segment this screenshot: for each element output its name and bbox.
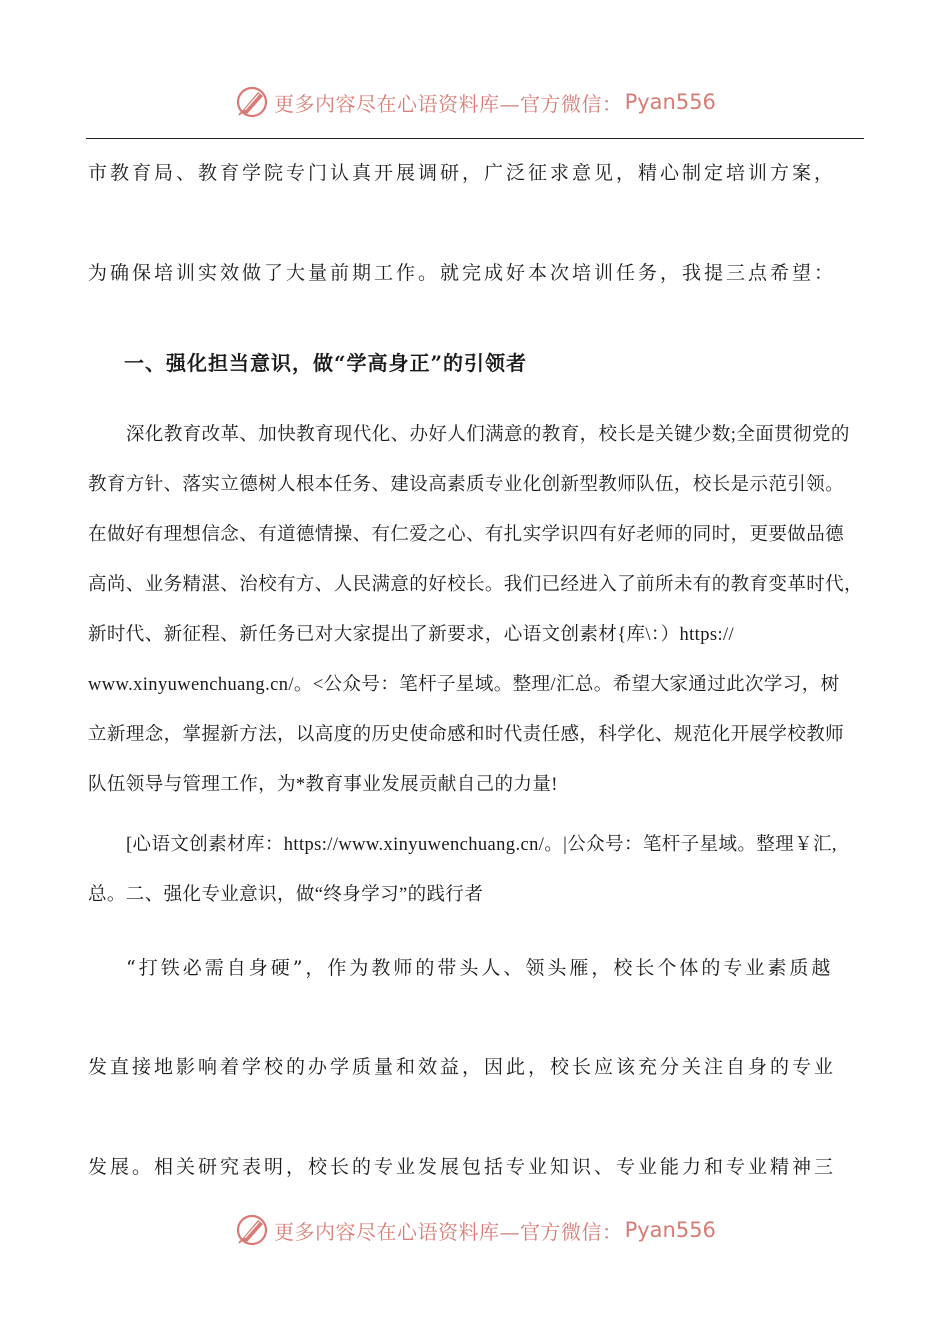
text-line-10: 队伍领导与管理工作，为*教育事业发展贡献自己的力量!	[88, 775, 558, 795]
text-line-6: 高尚、业务精湛、治校有方、人民满意的好校长。我们已经进入了前所未有的教育变革时代，	[88, 575, 863, 595]
text-line-2: 为确保培训实效做了大量前期工作。就完成好本次培训任务，我提三点希望：	[88, 262, 837, 284]
section-heading-1: 一、强化担当意识，做“学高身正”的引领者	[124, 351, 528, 375]
text-line-11: [心语文创素材库：https://www.xinyuwenchuang.cn/。|公众号：笔杆子星域。整理￥汇,	[126, 835, 837, 855]
text-line-5: 在做好有理想信念、有道德情操、有仁爱之心、有扎实学识四有好老师的同时，更要做品德	[88, 525, 845, 545]
pen-nib-circle-icon	[234, 1212, 270, 1248]
text-line-1: 市教育局、教育学院专门认真开展调研，广泛征求意见，精心制定培训方案，	[88, 162, 837, 184]
text-line-3: 深化教育改革、加快教育现代化、办好人们满意的教育，校长是关键少数;全面贯彻党的	[126, 425, 850, 445]
text-line-15: 发展。相关研究表明，校长的专业发展包括专业知识、专业能力和专业精神三	[88, 1156, 837, 1178]
watermark-text: 更多内容尽在心语资料库—官方微信：	[274, 1219, 623, 1244]
text-line-8: www.xinyuwenchuang.cn/。<公众号：笔杆子星域。整理/汇总。希望大家通过此次学习，树	[88, 675, 840, 695]
text-line-13: “打铁必需自身硬”，作为教师的带头人、领头雁，校长个体的专业素质越	[126, 957, 834, 979]
text-line-12: 总。二、强化专业意识，做“终身学习”的践行者	[88, 885, 484, 905]
header-rule	[86, 138, 864, 139]
text-line-4: 教育方针、落实立德树人根本任务、建设高素质专业化创新型教师队伍，校长是示范引领。	[88, 475, 845, 495]
pen-nib-circle-icon	[234, 84, 270, 120]
text-line-9: 立新理念，掌握新方法，以高度的历史使命感和时代责任感，科学化、规范化开展学校教师	[88, 725, 845, 745]
watermark-code: Pyan556	[624, 1218, 716, 1242]
text-line-14: 发直接地影响着学校的办学质量和效益，因此，校长应该充分关注自身的专业	[88, 1056, 837, 1078]
watermark-banner-bottom	[0, 1208, 950, 1252]
watermark-text: 更多内容尽在心语资料库—官方微信：	[274, 91, 623, 116]
text-line-7: 新时代、新征程、新任务已对大家提出了新要求，心语文创素材{库\：）https://	[88, 625, 735, 645]
watermark-banner-top	[0, 80, 950, 124]
watermark-code: Pyan556	[624, 90, 716, 114]
